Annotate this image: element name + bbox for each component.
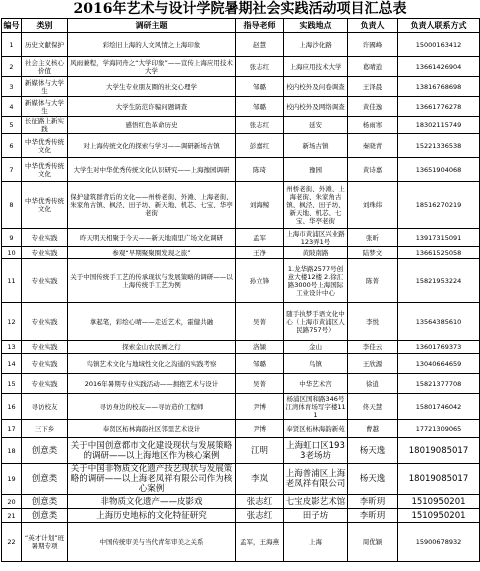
leader-cell: 陆梦文 — [348, 247, 398, 259]
category-cell: 寻访校友 — [22, 394, 68, 420]
leader-cell: 张昕 — [348, 229, 398, 247]
table-header-row — [2, 19, 480, 33]
theme-cell: 感悟红色革命历史 — [68, 117, 236, 134]
row-number: 9 — [2, 229, 22, 247]
table-row — [2, 464, 480, 495]
phone-cell: 18019085017 — [398, 464, 480, 495]
teacher-cell: 邹璐 — [236, 97, 284, 117]
leader-cell: 刘珠纬 — [348, 182, 398, 229]
place-cell: 随手执梦手语文化中心（上海市黄浦区人民路757号） — [284, 303, 348, 341]
row-number: 2 — [2, 57, 22, 77]
phone-cell: 13661776278 — [398, 97, 480, 117]
row-number: 4 — [2, 97, 22, 117]
table-row — [2, 354, 480, 374]
table-row — [2, 523, 480, 562]
category-cell: 创意类 — [22, 495, 68, 509]
category-cell: 创意类 — [22, 438, 68, 464]
category-cell: 专业实践 — [22, 341, 68, 354]
leader-cell: 杨天逸 — [348, 464, 398, 495]
table-row — [2, 229, 480, 247]
header-cell-category: 类别 — [22, 19, 68, 33]
place-cell: 州桥老街、外滩、上海老街、朱家角古镇、枫泾、田子坊、新天地、机芯、七宝、华亭老街 — [284, 182, 348, 229]
teacher-cell: 邹璐 — [236, 354, 284, 374]
theme-cell: 风雨兼程，学海同舟之“大学印象”——宣传上海应用技术大学 — [68, 57, 236, 77]
teacher-cell: 吴菁 — [236, 303, 284, 341]
table-row — [2, 77, 480, 97]
phone-cell: 18516270219 — [398, 182, 480, 229]
place-cell: 上海沙化路 — [284, 33, 348, 57]
row-number: 5 — [2, 117, 22, 134]
phone-cell: 15801746042 — [398, 394, 480, 420]
theme-cell: 关于中国创意都市文化建设现状与发展策略的调研——以上海地区作为核心案例 — [68, 438, 236, 464]
category-cell: 历史文献保护 — [22, 33, 68, 57]
place-cell: 杨浦区国和路346号江湾体育场写字楼111 — [285, 394, 346, 419]
teacher-cell: 吴菁 — [236, 374, 284, 394]
phone-cell: 13661426904 — [398, 57, 480, 77]
teacher-cell: 刘海鲸 — [236, 182, 284, 229]
teacher-cell: 洛頴 — [236, 341, 284, 354]
place-cell: 田子坊 — [284, 509, 348, 523]
table-row — [2, 259, 480, 303]
place-cell: 1.龙华路2577号创意大楼12楼 2.徐汇路3000号上海国际工业设计中心 — [284, 259, 348, 303]
leader-cell: 李佳云 — [348, 341, 398, 354]
phone-cell: 13564385610 — [398, 303, 480, 341]
theme-cell: 参观“早期聚聚圈发现之旅” — [68, 247, 236, 259]
table-row — [2, 394, 480, 420]
row-number: 18 — [2, 438, 22, 464]
header-cell-leader: 负责人 — [348, 19, 398, 33]
header-cell-place: 实践地点 — [284, 19, 348, 33]
teacher-cell: 江明 — [236, 438, 284, 464]
phone-cell: 13601769373 — [398, 341, 480, 354]
phone-cell: 13661525058 — [398, 247, 480, 259]
place-cell: 中华艺术宫 — [284, 374, 348, 394]
leader-cell: 李悦 — [348, 303, 398, 341]
theme-cell: 非物质文化遗产——皮影戏 — [68, 495, 236, 509]
row-number: 11 — [2, 259, 22, 303]
category-cell: 新媒体与大学生 — [22, 77, 68, 97]
leader-cell: 杨雨寒 — [348, 117, 398, 134]
leader-cell: 葛晴逍 — [348, 57, 398, 77]
theme-cell: 上海历史地标的文化特征研究 — [68, 509, 236, 523]
phone-cell: 13040664659 — [398, 354, 480, 374]
row-number: 22 — [2, 523, 22, 562]
place-cell: 校内校外及问卷调查 — [284, 77, 348, 97]
category-cell: 专业实践 — [22, 259, 68, 303]
row-number: 6 — [2, 134, 22, 158]
phone-cell: 18019085017 — [398, 438, 480, 464]
category-cell: 专业实践 — [22, 374, 68, 394]
phone-cell: 15221336538 — [398, 134, 480, 158]
leader-cell: 王欣源 — [348, 354, 398, 374]
theme-cell: 大学生对中华优秀传统文化认识研究——上海豫园调研 — [68, 158, 236, 182]
place-cell: 上海市黄浦区兴业路123弄1号 — [284, 229, 348, 247]
place-cell: 上海 — [284, 523, 348, 562]
category-cell: 社会主义核心价值 — [22, 57, 68, 77]
phone-cell: 13917315091 — [398, 229, 480, 247]
place-cell: 校内校外及网络调查 — [284, 97, 348, 117]
header-cell-no: 编号 — [2, 19, 22, 33]
table-row — [2, 117, 480, 134]
table-row — [2, 182, 480, 229]
teacher-cell: 尹博 — [236, 394, 284, 420]
leader-cell: 王泽晨 — [348, 77, 398, 97]
leader-cell: 陈菁 — [348, 259, 398, 303]
teacher-cell: 赵慧 — [236, 33, 284, 57]
teacher-cell: 孙立锋 — [236, 259, 284, 303]
page-title: 2016年艺术与设计学院暑期社会实践活动项目汇总表 — [73, 1, 407, 17]
teacher-cell: 张志红 — [236, 57, 284, 77]
theme-cell: 2016年暑期专业实践活动——拥抱艺术与设计 — [68, 374, 236, 394]
table-row — [2, 33, 480, 57]
teacher-cell: 尹博 — [236, 420, 284, 438]
row-number: 8 — [2, 182, 22, 229]
category-cell: 创意类 — [22, 464, 68, 495]
leader-cell: 曹越 — [348, 420, 398, 438]
phone-cell: 13816768698 — [398, 77, 480, 97]
leader-cell: 李昕玥 — [348, 495, 398, 509]
phone-cell: 1510950201 — [398, 495, 480, 509]
theme-cell: 保护建筑群背后的文化——州桥老街、外滩、上海老街、朱家角古镇、枫泾、田子坊、新天地、机芯、七宝、华亭老街 — [68, 182, 236, 229]
header-cell-teacher: 指导老师 — [236, 19, 284, 33]
teacher-cell: 孟军 — [236, 229, 284, 247]
place-cell: 鸟镇 — [284, 354, 348, 374]
leader-cell: 黄佳逸 — [348, 97, 398, 117]
category-cell: 新媒体与大学生 — [22, 97, 68, 117]
phone-cell: 15821377708 — [398, 374, 480, 394]
row-number: 21 — [2, 509, 22, 523]
leader-cell: 许國峰 — [348, 33, 398, 57]
teacher-cell: 王净 — [236, 247, 284, 259]
table-row — [2, 134, 480, 158]
row-number: 7 — [2, 158, 22, 182]
place-cell: 上海应用技术大学 — [284, 57, 348, 77]
theme-cell: 彩绘旧上海的人文风情之上海印象 — [68, 33, 236, 57]
theme-cell: 大学生防范诈骗问题调查 — [68, 97, 236, 117]
leader-cell: 杨天逸 — [348, 438, 398, 464]
teacher-cell: 彭嘉红 — [236, 134, 284, 158]
leader-cell: 黄诗嘉 — [348, 158, 398, 182]
phone-cell: 18302115749 — [398, 117, 480, 134]
theme-cell: 中国传统审美与当代青年审美之关系 — [68, 523, 236, 562]
row-number: 13 — [2, 341, 22, 354]
phone-cell: 15900678932 — [398, 523, 480, 562]
header-cell-phone: 负责人联系方式 — [398, 19, 480, 33]
phone-cell: 17721309065 — [398, 420, 480, 438]
table-row — [2, 57, 480, 77]
row-number: 1 — [2, 33, 22, 57]
phone-cell: 15000163412 — [398, 33, 480, 57]
leader-cell: 佟天慧 — [348, 394, 398, 420]
category-cell: 中华优秀传统文化 — [22, 182, 68, 229]
header-cell-theme: 调研主题 — [68, 19, 236, 33]
teacher-cell: 邹璐 — [236, 77, 284, 97]
row-number: 12 — [2, 303, 22, 341]
theme-cell: 关于中国非物质文化遗产技艺现状与发展策略的调研——以上海老凤祥有限公司作为核心案例 — [68, 464, 236, 495]
theme-cell: 关于中国传统手工艺的传承现状与发展策略的调研——以上海传统手工艺为例 — [68, 259, 236, 303]
teacher-cell: 张志红 — [236, 509, 284, 523]
theme-cell: 昨天明天相聚于今天——新天地南里广场文化调研 — [68, 229, 236, 247]
row-number: 14 — [2, 354, 22, 374]
category-cell: 三下乡 — [22, 420, 68, 438]
place-cell: 奉贤区柘林海韵新苑 — [284, 420, 348, 438]
theme-cell: 奉贤区柘林海韵社区邻里艺术设计 — [68, 420, 236, 438]
phone-cell: 1510950201 — [398, 509, 480, 523]
theme-cell: 探索金山农民画之行 — [68, 341, 236, 354]
category-cell: 中华优秀传统文化 — [22, 134, 68, 158]
table-row — [2, 374, 480, 394]
category-cell: 专业实践 — [22, 247, 68, 259]
place-cell: 上海普浦区上海老凤祥有限公司 — [284, 464, 348, 495]
row-number: 15 — [2, 374, 22, 394]
table-row — [2, 438, 480, 464]
project-table — [1, 18, 480, 562]
table-row — [2, 341, 480, 354]
teacher-cell: 张志红 — [236, 117, 284, 134]
place-cell: 七宝皮影艺术馆 — [284, 495, 348, 509]
teacher-cell: 李岚 — [236, 464, 284, 495]
row-number: 10 — [2, 247, 22, 259]
place-cell: 豫园 — [284, 158, 348, 182]
table-row — [2, 303, 480, 341]
table-row — [2, 247, 480, 259]
phone-cell: 15821953224 — [398, 259, 480, 303]
category-cell: 专业实践 — [22, 354, 68, 374]
place-cell: 上海虹口区1933老场坊 — [284, 438, 348, 464]
teacher-cell: 张志红 — [236, 495, 284, 509]
table-row — [2, 509, 480, 523]
category-cell: 专业实践 — [22, 229, 68, 247]
leader-cell: 李昕玥 — [348, 509, 398, 523]
theme-cell: 大学生专业朋友圈的社交心理学 — [68, 77, 236, 97]
category-cell: 中华优秀传统文化 — [22, 158, 68, 182]
theme-cell: 寻访身边的校友——寻访造价工程师 — [68, 394, 236, 420]
table-row — [2, 158, 480, 182]
leader-cell: 徐逍 — [348, 374, 398, 394]
place-cell: 黄陂南路 — [284, 247, 348, 259]
row-number: 20 — [2, 495, 22, 509]
place-cell: 新场古镇 — [284, 134, 348, 158]
theme-cell: 鸟镇艺术文化与地域性文化之沟通的实践考察 — [68, 354, 236, 374]
leader-cell: 秦晓青 — [348, 134, 398, 158]
row-number: 3 — [2, 77, 22, 97]
category-cell: 专业实践 — [22, 303, 68, 341]
row-number: 19 — [2, 464, 22, 495]
row-number: 17 — [2, 420, 22, 438]
table-row — [2, 495, 480, 509]
leader-cell: 周优颖 — [348, 523, 398, 562]
table-row — [2, 420, 480, 438]
teacher-cell: 孟军，王海燕 — [236, 523, 284, 562]
table-row — [2, 97, 480, 117]
category-cell: 创意类 — [22, 509, 68, 523]
row-number: 16 — [2, 394, 22, 420]
phone-cell: 13651904068 — [398, 158, 480, 182]
place-cell: 延安 — [284, 117, 348, 134]
theme-cell: 对上海传统文化的探索与学习——调研新场古镇 — [68, 134, 236, 158]
teacher-cell: 陈琦 — [236, 158, 284, 182]
category-cell: 长征路上新实践 — [22, 117, 68, 134]
theme-cell: 拿起笔，彩绘心晴——走近艺术，霍健共融 — [68, 303, 236, 341]
category-cell: “英才计划”班暑期专项 — [22, 523, 68, 562]
place-cell: 金山 — [284, 341, 348, 354]
